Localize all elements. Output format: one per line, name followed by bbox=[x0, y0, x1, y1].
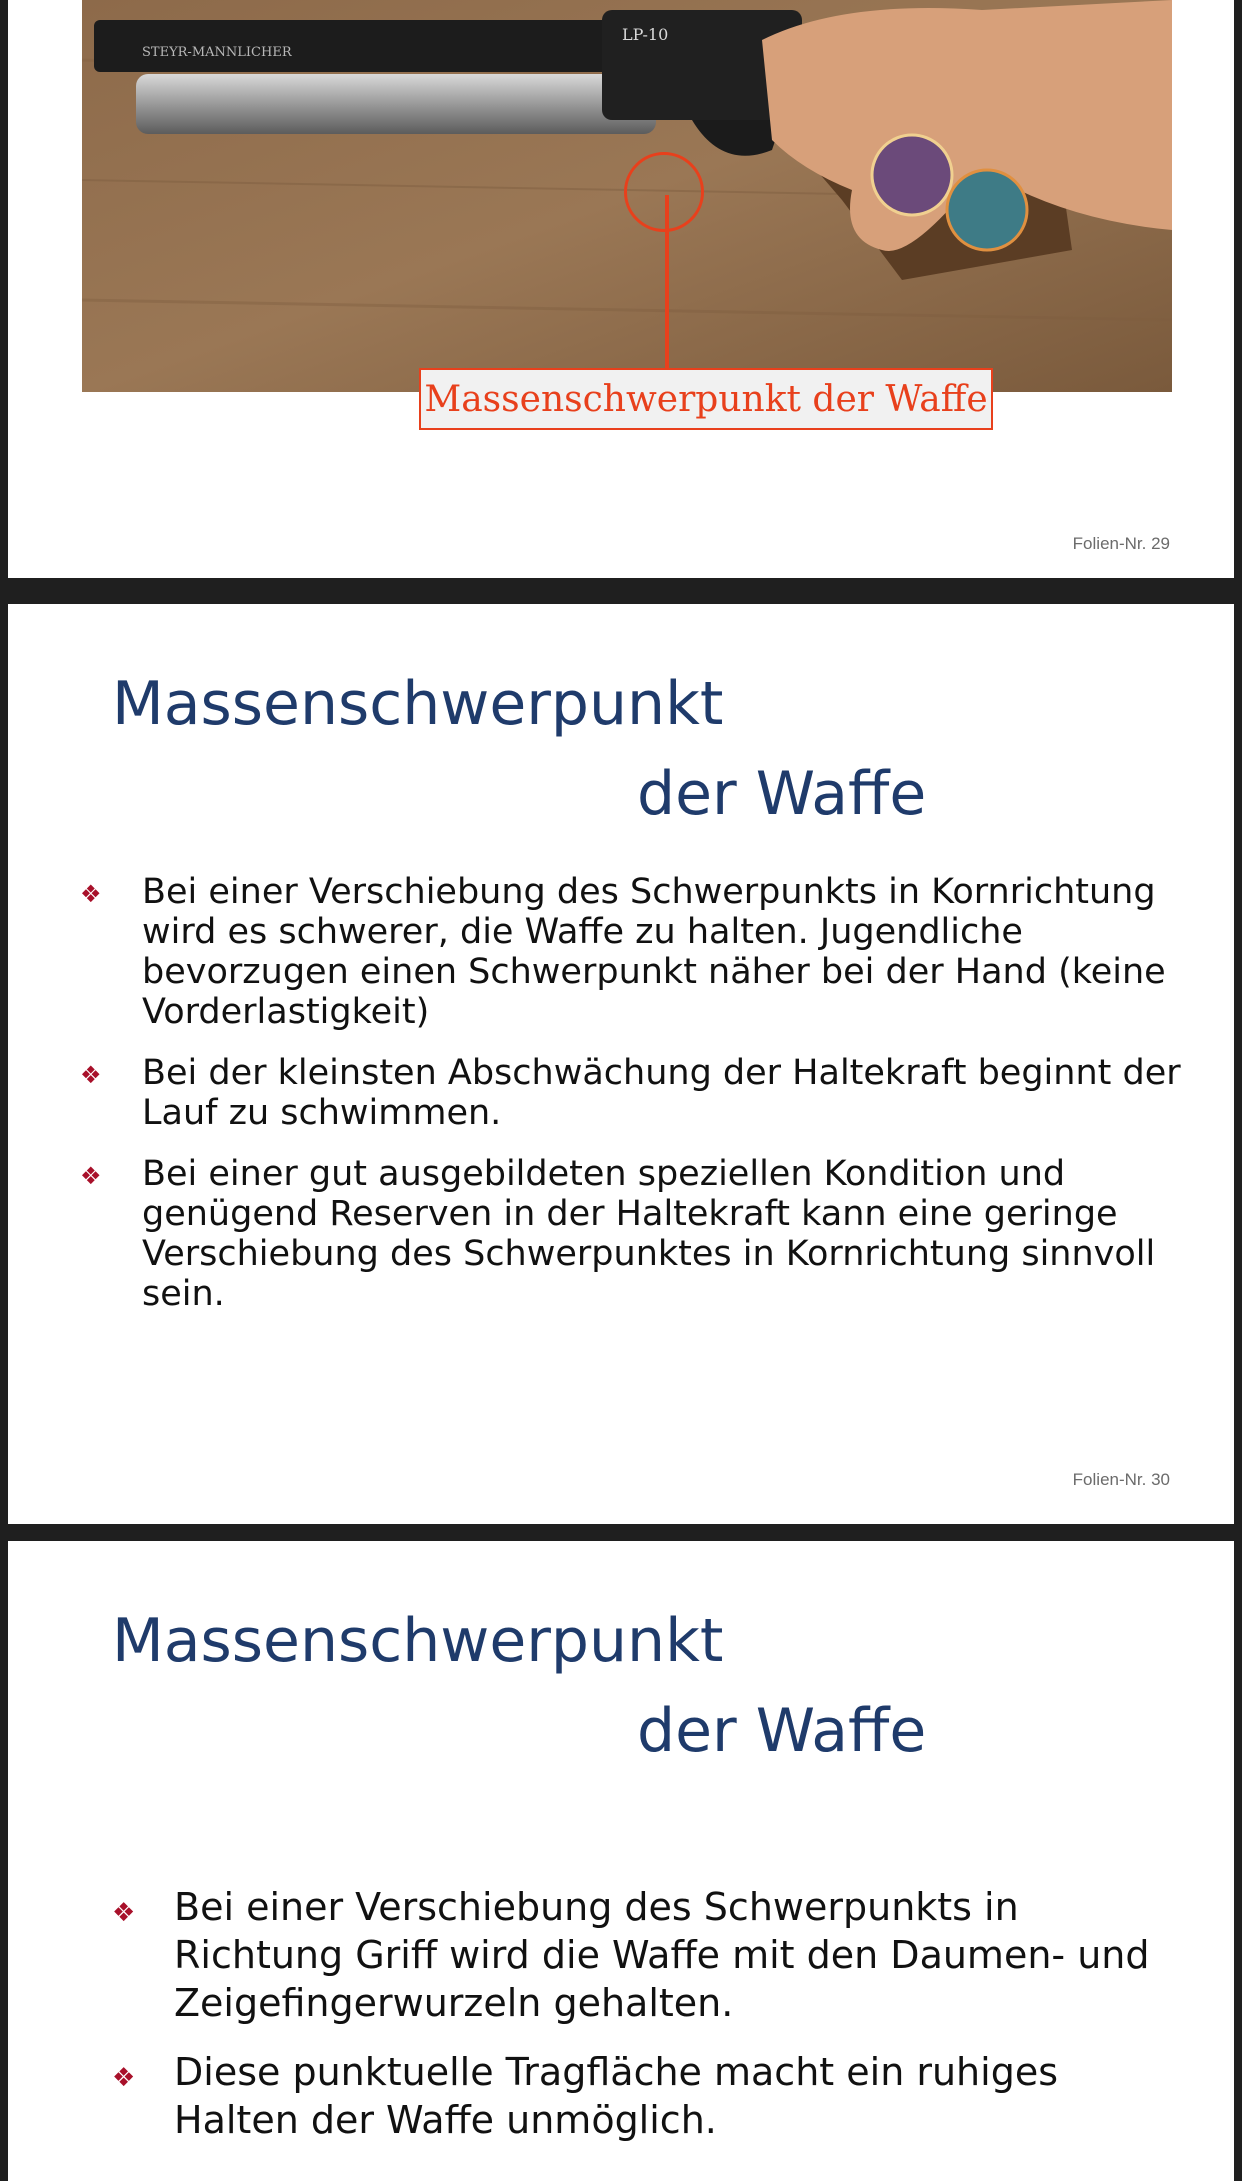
bullet-text: Bei einer Verschiebung des Schwerpunkts in Kornrichtung wird es schwerer, die Waffe zu halten. Jugendliche bevorzugen einen Schwerpunkt näher bei der Hand (keine Vorderlastigkeit) bbox=[142, 872, 1166, 1032]
slide-30 bbox=[8, 604, 1234, 1524]
center-of-mass-pointer-line bbox=[665, 195, 669, 369]
bullet-item bbox=[80, 1053, 1182, 1133]
bullet-text: Diese punktuelle Tragfläche macht ein ruhiges Halten der Waffe unmöglich. bbox=[174, 2050, 1059, 2142]
bullet-item bbox=[80, 872, 1182, 1032]
diamond-bullet-icon: ❖ bbox=[80, 1061, 102, 1089]
slide-31 bbox=[8, 1541, 1234, 2181]
bullet-text: Bei einer gut ausgebildeten speziellen Kondition und genügend Reserven in der Haltekraft kann eine geringe Verschiebung des Schwerpunktes in Kornrichtung sinnvoll sein. bbox=[142, 1154, 1156, 1314]
diamond-bullet-icon: ❖ bbox=[80, 1162, 102, 1190]
center-of-mass-marker bbox=[624, 152, 704, 232]
diamond-bullet-icon: ❖ bbox=[80, 880, 102, 908]
bullet-item bbox=[112, 1883, 1174, 2027]
slide-title-line-1: Massenschwerpunkt bbox=[112, 669, 724, 739]
slide-title-line-2: der Waffe bbox=[637, 759, 927, 829]
slide-29 bbox=[8, 0, 1234, 578]
bullet-text: Bei der kleinsten Abschwächung der Haltekraft beginnt der Lauf zu schwimmen. bbox=[142, 1053, 1181, 1133]
diamond-bullet-icon: ❖ bbox=[112, 2063, 136, 2093]
diamond-bullet-icon: ❖ bbox=[112, 1898, 136, 1928]
slide-title-line-2: der Waffe bbox=[637, 1696, 927, 1766]
slide-title-line-1: Massenschwerpunkt bbox=[112, 1606, 724, 1676]
bullet-list bbox=[80, 872, 1182, 1335]
image-caption: Massenschwerpunkt der Waffe bbox=[419, 368, 993, 430]
bullet-item bbox=[80, 1154, 1182, 1314]
brand-text: STEYR-MANNLICHER bbox=[142, 45, 292, 60]
bullet-list bbox=[112, 1883, 1174, 2165]
model-text: LP-10 bbox=[622, 25, 669, 44]
bullet-text: Bei einer Verschiebung des Schwerpunkts in Richtung Griff wird die Waffe mit den Daumen- und Zeigefingerwurzeln gehalten. bbox=[174, 1885, 1150, 2025]
bullet-item bbox=[112, 2048, 1174, 2144]
slide-number-label: Folien-Nr. 29 bbox=[1072, 534, 1170, 553]
slide-number-label: Folien-Nr. 30 bbox=[1072, 1470, 1170, 1489]
